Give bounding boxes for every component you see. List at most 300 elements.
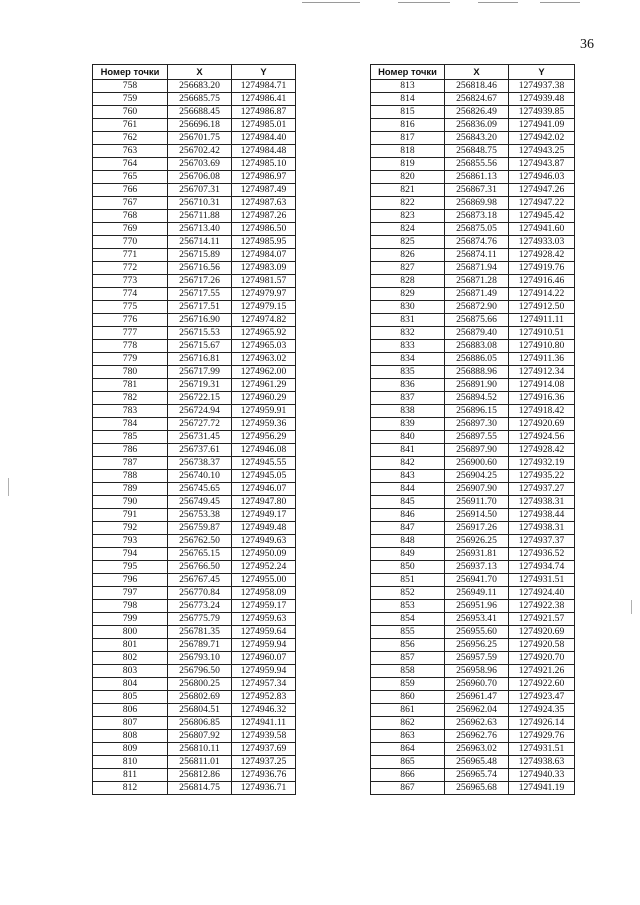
table-row [371,158,575,171]
x-coordinate-cell: 256843.20 [445,132,509,145]
x-coordinate-cell: 256871.94 [445,262,509,275]
point-number-cell: 806 [93,704,168,717]
point-number-cell: 783 [93,405,168,418]
x-coordinate-cell: 256855.56 [445,158,509,171]
y-coordinate-cell: 1274942.02 [509,132,575,145]
table-row [93,535,296,548]
y-coordinate-cell: 1274932.19 [509,457,575,470]
x-coordinate-cell: 256796.50 [168,665,232,678]
table-row [93,197,296,210]
x-coordinate-cell: 256955.60 [445,626,509,639]
point-number-cell: 819 [371,158,445,171]
x-coordinate-cell: 256716.56 [168,262,232,275]
table-row [371,548,575,561]
y-coordinate-cell: 1274936.71 [232,782,296,795]
table-row [93,743,296,756]
point-number-cell: 861 [371,704,445,717]
x-coordinate-cell: 256836.09 [445,119,509,132]
point-number-cell: 784 [93,418,168,431]
y-coordinate-cell: 1274983.09 [232,262,296,275]
table-row [93,392,296,405]
table-header-row [93,65,296,80]
y-coordinate-cell: 1274959.17 [232,600,296,613]
table-row [371,613,575,626]
point-number-cell: 788 [93,470,168,483]
table-row [371,678,575,691]
point-number-cell: 792 [93,522,168,535]
point-number-cell: 850 [371,561,445,574]
table-row [93,249,296,262]
point-number-cell: 826 [371,249,445,262]
y-coordinate-cell: 1274937.37 [509,535,575,548]
table-row [93,80,296,93]
y-coordinate-cell: 1274941.11 [232,717,296,730]
x-coordinate-cell: 256900.60 [445,457,509,470]
x-coordinate-cell: 256965.48 [445,756,509,769]
table-row [93,522,296,535]
point-number-cell: 807 [93,717,168,730]
point-number-cell: 786 [93,444,168,457]
point-number-cell: 811 [93,769,168,782]
table-row [371,132,575,145]
table-row [93,613,296,626]
table-row [371,392,575,405]
x-coordinate-cell: 256683.20 [168,80,232,93]
table-row [371,405,575,418]
y-coordinate-cell: 1274916.36 [509,392,575,405]
y-coordinate-cell: 1274936.76 [232,769,296,782]
x-coordinate-cell: 256713.40 [168,223,232,236]
y-coordinate-cell: 1274987.26 [232,210,296,223]
point-number-cell: 848 [371,535,445,548]
y-coordinate-cell: 1274945.05 [232,470,296,483]
table-row [371,509,575,522]
y-coordinate-cell: 1274931.51 [509,574,575,587]
table-row [371,652,575,665]
x-coordinate-cell: 256875.66 [445,314,509,327]
table-row [371,379,575,392]
point-number-cell: 759 [93,93,168,106]
table-row [93,301,296,314]
x-coordinate-cell: 256706.08 [168,171,232,184]
page-number: 36 [580,37,594,52]
y-coordinate-cell: 1274912.34 [509,366,575,379]
coordinates-table-right [370,64,575,795]
table-row [371,522,575,535]
point-number-cell: 805 [93,691,168,704]
x-coordinate-cell: 256867.31 [445,184,509,197]
point-number-cell: 795 [93,561,168,574]
point-number-cell: 831 [371,314,445,327]
table-row [93,132,296,145]
x-coordinate-cell: 256818.46 [445,80,509,93]
x-coordinate-cell: 256762.50 [168,535,232,548]
y-coordinate-cell: 1274947.26 [509,184,575,197]
y-coordinate-cell: 1274914.22 [509,288,575,301]
table-header-row [371,65,575,80]
x-coordinate-cell: 256953.41 [445,613,509,626]
x-coordinate-cell: 256962.04 [445,704,509,717]
y-coordinate-cell: 1274959.94 [232,665,296,678]
point-number-cell: 828 [371,275,445,288]
point-number-cell: 785 [93,431,168,444]
point-number-cell: 790 [93,496,168,509]
point-number-cell: 780 [93,366,168,379]
x-coordinate-cell: 256911.70 [445,496,509,509]
table-row [93,509,296,522]
x-coordinate-cell: 256767.45 [168,574,232,587]
table-row [371,236,575,249]
x-coordinate-cell: 256715.67 [168,340,232,353]
table-row [371,626,575,639]
table-row [371,184,575,197]
table-row [371,301,575,314]
x-coordinate-cell: 256714.11 [168,236,232,249]
x-coordinate-cell: 256719.31 [168,379,232,392]
point-number-cell: 851 [371,574,445,587]
y-coordinate-cell: 1274949.63 [232,535,296,548]
x-coordinate-cell: 256917.26 [445,522,509,535]
x-coordinate-cell: 256696.18 [168,119,232,132]
x-coordinate-cell: 256872.90 [445,301,509,314]
point-number-cell: 779 [93,353,168,366]
y-coordinate-cell: 1274938.44 [509,509,575,522]
y-coordinate-cell: 1274986.41 [232,93,296,106]
x-coordinate-cell: 256861.13 [445,171,509,184]
point-number-cell: 838 [371,405,445,418]
y-coordinate-cell: 1274920.58 [509,639,575,652]
x-coordinate-cell: 256711.88 [168,210,232,223]
scan-margin-mark [631,600,632,614]
y-coordinate-cell: 1274945.42 [509,210,575,223]
y-coordinate-cell: 1274928.42 [509,249,575,262]
point-number-cell: 782 [93,392,168,405]
x-coordinate-cell: 256688.45 [168,106,232,119]
table-row [93,262,296,275]
y-coordinate-cell: 1274911.36 [509,353,575,366]
y-coordinate-cell: 1274937.27 [509,483,575,496]
point-number-cell: 842 [371,457,445,470]
x-coordinate-cell: 256766.50 [168,561,232,574]
y-coordinate-cell: 1274985.95 [232,236,296,249]
table-row [93,483,296,496]
x-coordinate-cell: 256759.87 [168,522,232,535]
x-coordinate-cell: 256717.55 [168,288,232,301]
x-coordinate-cell: 256965.74 [445,769,509,782]
x-coordinate-cell: 256871.49 [445,288,509,301]
table-row [93,665,296,678]
y-coordinate-cell: 1274986.50 [232,223,296,236]
x-coordinate-cell: 256907.90 [445,483,509,496]
y-coordinate-cell: 1274956.29 [232,431,296,444]
x-coordinate-cell: 256738.37 [168,457,232,470]
point-number-cell: 830 [371,301,445,314]
y-coordinate-cell: 1274926.14 [509,717,575,730]
table-row [93,353,296,366]
point-number-cell: 849 [371,548,445,561]
header-point-number: Номер точки [371,65,445,80]
x-coordinate-cell: 256716.90 [168,314,232,327]
table-row [371,366,575,379]
table-row [93,548,296,561]
x-coordinate-cell: 256941.70 [445,574,509,587]
table-row [371,769,575,782]
y-coordinate-cell: 1274939.85 [509,106,575,119]
y-coordinate-cell: 1274935.22 [509,470,575,483]
y-coordinate-cell: 1274949.48 [232,522,296,535]
point-number-cell: 841 [371,444,445,457]
table-row [93,405,296,418]
table-row [371,782,575,795]
y-coordinate-cell: 1274949.17 [232,509,296,522]
y-coordinate-cell: 1274937.38 [509,80,575,93]
point-number-cell: 829 [371,288,445,301]
x-coordinate-cell: 256875.05 [445,223,509,236]
y-coordinate-cell: 1274931.51 [509,743,575,756]
x-coordinate-cell: 256883.08 [445,340,509,353]
point-number-cell: 789 [93,483,168,496]
point-number-cell: 839 [371,418,445,431]
point-number-cell: 808 [93,730,168,743]
table-row [371,288,575,301]
x-coordinate-cell: 256802.69 [168,691,232,704]
table-row [371,431,575,444]
x-coordinate-cell: 256897.30 [445,418,509,431]
x-coordinate-cell: 256775.79 [168,613,232,626]
y-coordinate-cell: 1274943.25 [509,145,575,158]
table-row [371,340,575,353]
y-coordinate-cell: 1274943.87 [509,158,575,171]
y-coordinate-cell: 1274946.03 [509,171,575,184]
x-coordinate-cell: 256962.63 [445,717,509,730]
x-coordinate-cell: 256949.11 [445,587,509,600]
table-row [93,639,296,652]
x-coordinate-cell: 256874.76 [445,236,509,249]
point-number-cell: 821 [371,184,445,197]
point-number-cell: 796 [93,574,168,587]
x-coordinate-cell: 256717.26 [168,275,232,288]
y-coordinate-cell: 1274934.74 [509,561,575,574]
x-coordinate-cell: 256824.67 [445,93,509,106]
y-coordinate-cell: 1274936.52 [509,548,575,561]
coordinates-table-left [92,64,296,795]
x-coordinate-cell: 256888.96 [445,366,509,379]
y-coordinate-cell: 1274920.70 [509,652,575,665]
y-coordinate-cell: 1274912.50 [509,301,575,314]
table-row [93,158,296,171]
table-row [93,756,296,769]
x-coordinate-cell: 256894.52 [445,392,509,405]
table-row [371,223,575,236]
table-row [371,743,575,756]
x-coordinate-cell: 256897.55 [445,431,509,444]
x-coordinate-cell: 256740.10 [168,470,232,483]
point-number-cell: 791 [93,509,168,522]
point-number-cell: 798 [93,600,168,613]
y-coordinate-cell: 1274946.08 [232,444,296,457]
point-number-cell: 809 [93,743,168,756]
y-coordinate-cell: 1274984.71 [232,80,296,93]
point-number-cell: 761 [93,119,168,132]
point-number-cell: 862 [371,717,445,730]
scan-top-marks [0,0,640,10]
x-coordinate-cell: 256789.71 [168,639,232,652]
table-row [371,457,575,470]
y-coordinate-cell: 1274985.10 [232,158,296,171]
table-row [93,340,296,353]
x-coordinate-cell: 256753.38 [168,509,232,522]
point-number-cell: 776 [93,314,168,327]
x-coordinate-cell: 256701.75 [168,132,232,145]
point-number-cell: 767 [93,197,168,210]
x-coordinate-cell: 256710.31 [168,197,232,210]
x-coordinate-cell: 256896.15 [445,405,509,418]
y-coordinate-cell: 1274984.48 [232,145,296,158]
y-coordinate-cell: 1274918.42 [509,405,575,418]
y-coordinate-cell: 1274955.00 [232,574,296,587]
y-coordinate-cell: 1274941.19 [509,782,575,795]
x-coordinate-cell: 256765.15 [168,548,232,561]
y-coordinate-cell: 1274986.97 [232,171,296,184]
y-coordinate-cell: 1274962.00 [232,366,296,379]
point-number-cell: 824 [371,223,445,236]
table-row [93,782,296,795]
y-coordinate-cell: 1274924.40 [509,587,575,600]
x-coordinate-cell: 256707.31 [168,184,232,197]
x-coordinate-cell: 256904.25 [445,470,509,483]
y-coordinate-cell: 1274959.63 [232,613,296,626]
x-coordinate-cell: 256958.96 [445,665,509,678]
y-coordinate-cell: 1274974.82 [232,314,296,327]
table-row [371,106,575,119]
table-row [371,171,575,184]
y-coordinate-cell: 1274922.38 [509,600,575,613]
table-row [93,145,296,158]
table-row [93,587,296,600]
point-number-cell: 787 [93,457,168,470]
header-y: Y [509,65,575,80]
point-number-cell: 843 [371,470,445,483]
x-coordinate-cell: 256874.11 [445,249,509,262]
table-row [93,327,296,340]
y-coordinate-cell: 1274941.09 [509,119,575,132]
point-number-cell: 827 [371,262,445,275]
table-row [93,457,296,470]
x-coordinate-cell: 256717.51 [168,301,232,314]
y-coordinate-cell: 1274979.97 [232,288,296,301]
point-number-cell: 768 [93,210,168,223]
point-number-cell: 840 [371,431,445,444]
table-row [371,210,575,223]
point-number-cell: 760 [93,106,168,119]
point-number-cell: 867 [371,782,445,795]
table-row [371,730,575,743]
point-number-cell: 762 [93,132,168,145]
x-coordinate-cell: 256793.10 [168,652,232,665]
point-number-cell: 864 [371,743,445,756]
y-coordinate-cell: 1274921.26 [509,665,575,678]
y-coordinate-cell: 1274924.35 [509,704,575,717]
point-number-cell: 847 [371,522,445,535]
x-coordinate-cell: 256800.25 [168,678,232,691]
y-coordinate-cell: 1274924.56 [509,431,575,444]
y-coordinate-cell: 1274963.02 [232,353,296,366]
point-number-cell: 854 [371,613,445,626]
table-row [93,496,296,509]
table-row [371,353,575,366]
y-coordinate-cell: 1274922.60 [509,678,575,691]
point-number-cell: 770 [93,236,168,249]
x-coordinate-cell: 256957.59 [445,652,509,665]
table-row [93,184,296,197]
table-row [93,171,296,184]
table-row [93,574,296,587]
table-row [371,496,575,509]
table-row [93,106,296,119]
y-coordinate-cell: 1274952.24 [232,561,296,574]
point-number-cell: 775 [93,301,168,314]
y-coordinate-cell: 1274945.55 [232,457,296,470]
table-row [93,730,296,743]
table-body-left [93,80,296,795]
y-coordinate-cell: 1274987.63 [232,197,296,210]
y-coordinate-cell: 1274960.29 [232,392,296,405]
x-coordinate-cell: 256960.70 [445,678,509,691]
table-row [93,470,296,483]
x-coordinate-cell: 256848.75 [445,145,509,158]
table-row [93,119,296,132]
y-coordinate-cell: 1274929.76 [509,730,575,743]
table-row [93,223,296,236]
x-coordinate-cell: 256717.99 [168,366,232,379]
table-row [371,197,575,210]
point-number-cell: 814 [371,93,445,106]
point-number-cell: 802 [93,652,168,665]
x-coordinate-cell: 256869.98 [445,197,509,210]
table-row [93,379,296,392]
y-coordinate-cell: 1274965.92 [232,327,296,340]
y-coordinate-cell: 1274959.94 [232,639,296,652]
table-row [93,236,296,249]
point-number-cell: 777 [93,327,168,340]
x-coordinate-cell: 256897.90 [445,444,509,457]
x-coordinate-cell: 256716.81 [168,353,232,366]
x-coordinate-cell: 256715.53 [168,327,232,340]
y-coordinate-cell: 1274937.69 [232,743,296,756]
y-coordinate-cell: 1274959.91 [232,405,296,418]
table-row [371,262,575,275]
point-number-cell: 810 [93,756,168,769]
table-row [371,561,575,574]
table-row [371,327,575,340]
table-row [371,93,575,106]
header-x: X [168,65,232,80]
table-row [93,769,296,782]
y-coordinate-cell: 1274933.03 [509,236,575,249]
table-row [93,561,296,574]
y-coordinate-cell: 1274947.22 [509,197,575,210]
point-number-cell: 774 [93,288,168,301]
header-x: X [445,65,509,80]
y-coordinate-cell: 1274984.40 [232,132,296,145]
point-number-cell: 803 [93,665,168,678]
table-row [371,249,575,262]
table-row [93,691,296,704]
point-number-cell: 856 [371,639,445,652]
x-coordinate-cell: 256931.81 [445,548,509,561]
x-coordinate-cell: 256873.18 [445,210,509,223]
table-row [371,756,575,769]
